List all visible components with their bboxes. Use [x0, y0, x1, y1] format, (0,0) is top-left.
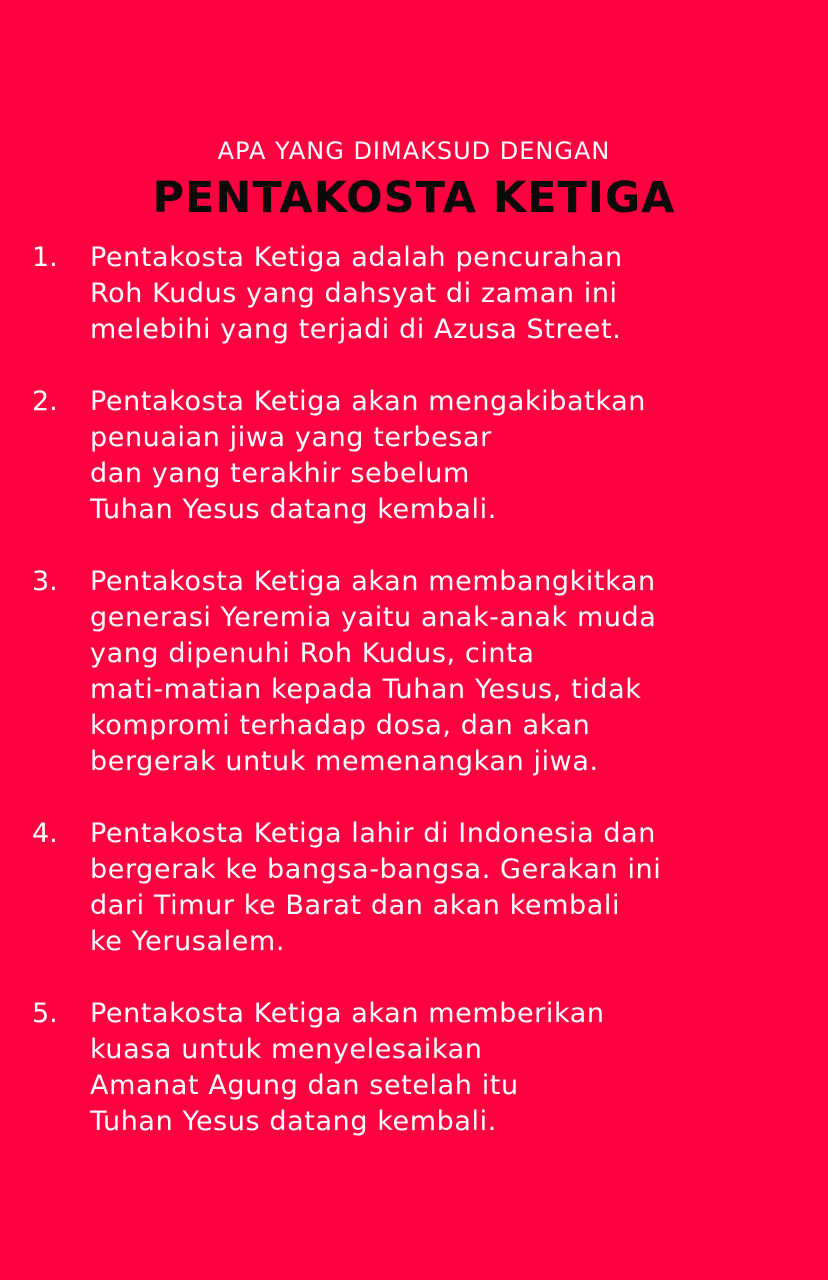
list-item-text	[90, 564, 828, 780]
list-item-text	[90, 240, 828, 348]
text-line: Roh Kudus yang dahsyat di zaman ini	[90, 278, 618, 309]
list-item-5	[0, 996, 828, 1140]
page-title: PENTAKOSTA KETIGA	[152, 173, 676, 223]
text-line: Pentakosta Ketiga lahir di Indonesia dan	[90, 818, 656, 849]
list-item-text	[90, 816, 828, 960]
text-line: dan yang terakhir sebelum	[90, 458, 470, 489]
text-line: Pentakosta Ketiga adalah pencurahan	[90, 242, 623, 273]
list-item-1	[0, 240, 828, 348]
numbered-list	[0, 240, 828, 1176]
text-line: kompromi terhadap dosa, dan akan	[90, 710, 591, 741]
text-line: Pentakosta Ketiga akan memberikan	[90, 998, 605, 1029]
text-line: yang dipenuhi Roh Kudus, cinta	[90, 638, 535, 669]
list-item-number: 2.	[32, 386, 58, 417]
text-line: ke Yerusalem.	[90, 926, 286, 957]
text-line: Pentakosta Ketiga akan mengakibatkan	[90, 386, 646, 417]
text-line: dari Timur ke Barat dan akan kembali	[90, 890, 621, 921]
list-item-number: 1.	[32, 242, 58, 273]
text-line: Tuhan Yesus datang kembali.	[90, 1106, 497, 1137]
text-line: Tuhan Yesus datang kembali.	[90, 494, 497, 525]
list-item-3	[0, 564, 828, 780]
text-line: melebihi yang terjadi di Azusa Street.	[90, 314, 622, 345]
text-line: generasi Yeremia yaitu anak-anak muda	[90, 602, 657, 633]
text-line: bergerak ke bangsa-bangsa. Gerakan ini	[90, 854, 662, 885]
list-item-number: 3.	[32, 566, 58, 597]
list-item-number: 5.	[32, 998, 58, 1029]
text-line: kuasa untuk menyelesaikan	[90, 1034, 483, 1065]
list-item-number: 4.	[32, 818, 58, 849]
text-line: penuaian jiwa yang terbesar	[90, 422, 492, 453]
list-item-text	[90, 996, 828, 1140]
subtitle: APA YANG DIMAKSUD DENGAN	[217, 137, 611, 165]
text-line: Pentakosta Ketiga akan membangkitkan	[90, 566, 656, 597]
list-item-text	[90, 384, 828, 528]
list-item-2	[0, 384, 828, 528]
text-line: mati-matian kepada Tuhan Yesus, tidak	[90, 674, 642, 705]
text-line: Amanat Agung dan setelah itu	[90, 1070, 519, 1101]
text-line: bergerak untuk memenangkan jiwa.	[90, 746, 599, 777]
list-item-4	[0, 816, 828, 960]
header	[0, 136, 828, 224]
